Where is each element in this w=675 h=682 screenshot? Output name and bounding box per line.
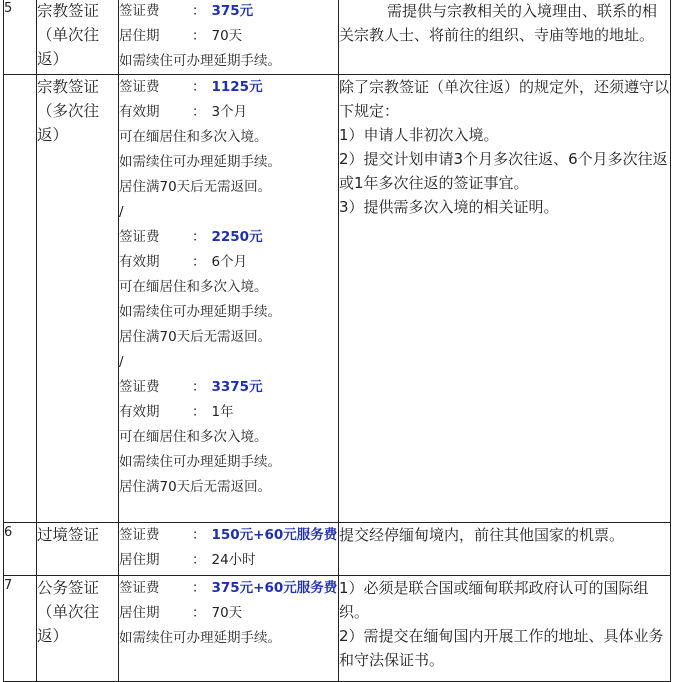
fee-label: 如需续住可办理延期手续。 [119,53,281,69]
fee-line [119,100,338,125]
fee-line [119,275,338,300]
fee-label: 居住期 [119,28,160,44]
fee-line [119,375,338,400]
fee-label: / [119,204,124,220]
fee-cell [119,75,339,523]
fee-amount: 150元+60元服务费 [211,527,338,543]
visa-row [4,523,671,576]
requirement-text: 2）需提交在缅甸国内开展工作的地址、具体业务和守法保证书。 [339,627,664,669]
fee-label: 如需续住可办理延期手续。 [119,630,281,646]
fee-line [119,150,338,175]
fee-line [119,175,338,200]
fee-line [119,425,338,450]
fee-line [119,350,338,375]
requirement-cell [339,75,671,523]
fee-line [119,475,338,500]
requirement-text: 提交经停缅甸境内，前往其他国家的机票。 [339,526,625,544]
requirement-text: 1）申请人非初次入境。 [339,126,499,144]
fee-label: 如需续住可办理延期手续。 [119,304,281,320]
fee-label: 签证费 [119,229,160,245]
fee-line [119,125,338,150]
fee-separator: ： [192,79,206,95]
requirement-text: 需提供与宗教相关的入境理由、联系的相关宗教人士、将前往的组织、寺庙等地的地址。 [339,2,658,44]
requirement-text: 除了宗教签证（单次往返）的规定外，还须遵守以下规定： [339,78,670,120]
fee-label: 居住满70天后无需返回。 [119,329,272,345]
visa-type: 过境签证 [37,523,119,576]
fee-label: 居住满70天后无需返回。 [119,479,272,495]
fee-separator: ： [192,580,206,596]
visa-table-body [4,0,671,682]
fee-line [119,49,338,74]
fee-separator: ： [192,104,206,120]
fee-label: 可在缅居住和多次入境。 [119,429,268,445]
fee-line [119,576,338,601]
fee-line [119,523,338,548]
fee-separator: ： [192,254,206,270]
fee-label: 可在缅居住和多次入境。 [119,279,268,295]
fee-label: 有效期 [119,254,160,270]
visa-type: 宗教签证（多次往返） [37,75,119,523]
fee-amount: 375元+60元服务费 [211,580,338,596]
fee-line [119,24,338,49]
visa-row [4,576,671,682]
fee-line [119,325,338,350]
fee-separator: ： [192,404,206,420]
requirement-cell [339,523,671,576]
fee-line [119,548,338,573]
row-number [4,75,37,523]
fee-value: 70天 [211,605,243,621]
visa-type: 公务签证（单次往返） [37,576,119,682]
visa-type: 宗教签证（单次往返） [37,0,119,75]
fee-line [119,450,338,475]
fee-label: 有效期 [119,104,160,120]
fee-value: 24小时 [211,552,256,568]
fee-label: 签证费 [119,527,160,543]
fee-separator: ： [192,3,206,19]
fee-separator: ： [192,527,206,543]
requirement-text: 2）提交计划申请3个月多次往返、6个月多次往返或1年多次往返的签证事宜。 [339,150,668,192]
fee-separator: ： [192,552,206,568]
fee-line [119,250,338,275]
fee-value: 6个月 [211,254,248,270]
fee-line [119,225,338,250]
fee-separator: ： [192,605,206,621]
fee-label: 签证费 [119,79,160,95]
fee-line [119,601,338,626]
fee-line [119,75,338,100]
visa-table [3,0,671,682]
fee-label: 签证费 [119,379,160,395]
fee-amount: 1125元 [211,79,263,95]
fee-separator: ： [192,28,206,44]
row-number: 6 [4,523,37,576]
fee-label: 有效期 [119,404,160,420]
fee-label: 如需续住可办理延期手续。 [119,154,281,170]
fee-value: 1年 [211,404,234,420]
fee-label: / [119,354,124,370]
fee-amount: 2250元 [211,229,263,245]
fee-value: 3个月 [211,104,248,120]
fee-line [119,300,338,325]
fee-value: 70天 [211,28,243,44]
fee-amount: 375元 [211,3,254,19]
fee-label: 居住期 [119,605,160,621]
fee-line [119,626,338,651]
fee-label: 签证费 [119,3,160,19]
fee-amount: 3375元 [211,379,263,395]
fee-label: 如需续住可办理延期手续。 [119,454,281,470]
fee-separator: ： [192,379,206,395]
row-number: 5 [4,0,37,75]
fee-label: 可在缅居住和多次入境。 [119,129,268,145]
requirement-cell [339,0,671,75]
visa-row [4,75,671,523]
requirement-cell [339,576,671,682]
fee-cell [119,523,339,576]
fee-label: 居住期 [119,552,160,568]
fee-label: 居住满70天后无需返回。 [119,179,272,195]
fee-cell [119,576,339,682]
fee-separator: ： [192,229,206,245]
fee-label: 签证费 [119,580,160,596]
fee-cell [119,0,339,75]
requirement-text: 1）必须是联合国或缅甸联邦政府认可的国际组织。 [339,579,649,621]
visa-row [4,0,671,75]
row-number: 7 [4,576,37,682]
fee-line [119,400,338,425]
fee-line [119,200,338,225]
requirement-text: 3）提供需多次入境的相关证明。 [339,198,559,216]
fee-line [119,0,338,24]
